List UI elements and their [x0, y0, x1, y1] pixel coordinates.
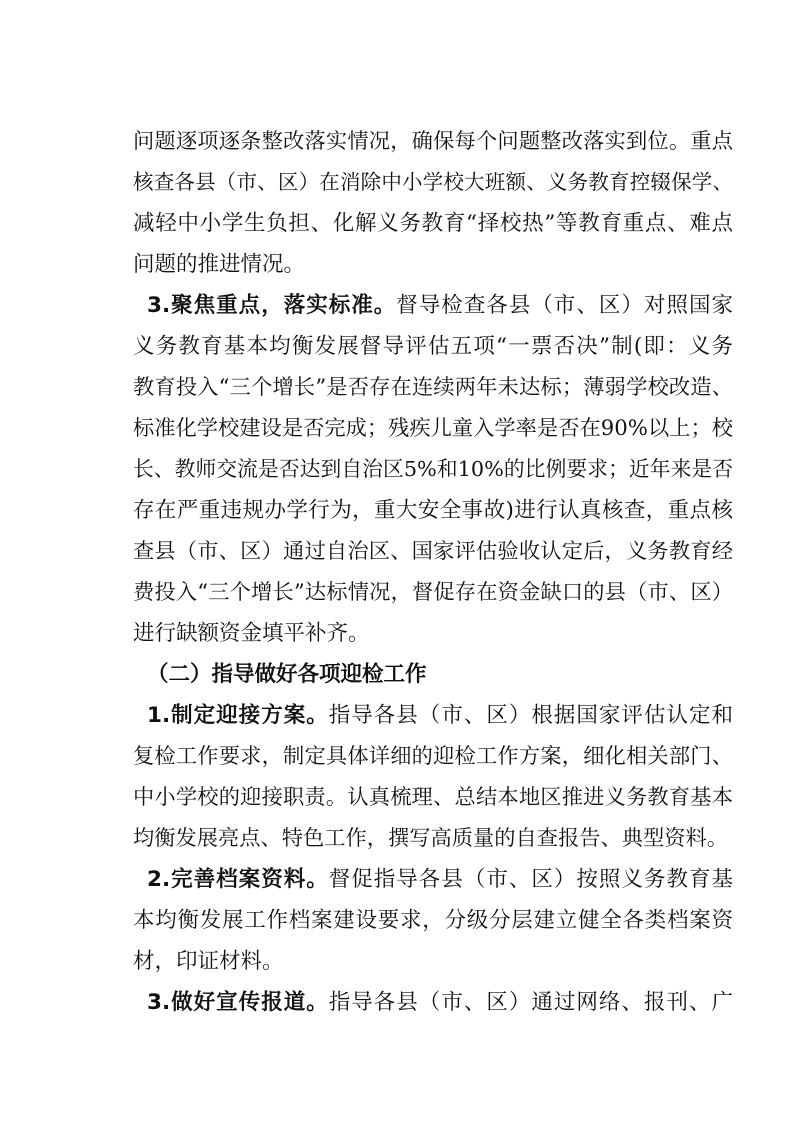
text-line — [133, 285, 733, 326]
text-line — [133, 941, 733, 982]
line-text: 查县（市、区）通过自治区、国家评估验收认定后，义务教育经 — [133, 539, 733, 564]
line-text: 材，印证材料。 — [133, 949, 284, 974]
line-text: 复检工作要求，制定具体详细的迎检工作方案，细化相关部门、 — [133, 744, 733, 769]
line-text: 指导各县（市、区）根据国家评估认定和 — [328, 703, 733, 728]
section-heading — [133, 654, 733, 695]
paragraph-lead-heading: 2.完善档案资料。 — [147, 867, 329, 892]
line-text: 进行缺额资金填平补齐。 — [133, 621, 370, 646]
line-text: 问题的推进情况。 — [133, 252, 306, 277]
line-text: 均衡发展亮点、特色工作，撰写高质量的自查报告、典型资料。 — [133, 826, 729, 851]
paragraph-lead-heading: 3.做好宣传报道。 — [147, 990, 329, 1015]
line-text: 核查各县（市、区）在消除中小学校大班额、义务教育控辍保学、 — [133, 170, 733, 194]
line-text: 教育投入“三个增长”是否存在连续两年未达标；薄弱学校改造、 — [133, 375, 733, 400]
text-line — [133, 326, 733, 367]
text-line — [133, 121, 733, 162]
text-line — [133, 777, 733, 818]
document-body — [133, 121, 733, 1023]
line-text: 标准化学校建设是否完成；残疾儿童入学率是否在90%以上；校 — [133, 416, 733, 441]
text-line — [133, 367, 733, 408]
paragraph-lead-heading: 3.聚焦重点，落实标准。 — [147, 293, 397, 318]
text-line — [133, 408, 733, 449]
line-text: 督导检查各县（市、区）对照国家 — [396, 293, 733, 318]
text-line — [133, 695, 733, 736]
text-line — [133, 490, 733, 531]
text-line — [133, 982, 733, 1023]
line-text: 义务教育基本均衡发展督导评估五项“一票否决”制(即：义务 — [133, 334, 733, 359]
line-text: 指导各县（市、区）通过网络、报刊、广 — [328, 990, 733, 1015]
paragraph-lead-heading: （二）指导做好各项迎检工作 — [147, 662, 427, 687]
line-text: 督促指导各县（市、区）按照义务教育基 — [328, 867, 733, 892]
text-line — [133, 449, 733, 490]
line-text: 费投入“三个增长”达标情况，督促存在资金缺口的县（市、区） — [133, 580, 733, 605]
text-line — [133, 162, 733, 203]
text-line — [133, 572, 733, 613]
text-line — [133, 736, 733, 777]
text-line — [133, 818, 733, 859]
text-line — [133, 244, 733, 285]
text-line — [133, 859, 733, 900]
text-line — [133, 900, 733, 941]
line-text: 问题逐项逐条整改落实情况，确保每个问题整改落实到位。重点 — [133, 129, 733, 154]
line-text: 减轻中小学生负担、化解义务教育“择校热”等教育重点、难点 — [133, 211, 733, 236]
paragraph-lead-heading: 1.制定迎接方案。 — [147, 703, 329, 728]
line-text: 长、教师交流是否达到自治区5%和10%的比例要求；近年来是否 — [133, 457, 733, 481]
text-line — [133, 613, 733, 654]
line-text: 中小学校的迎接职责。认真梳理、总结本地区推进义务教育基本 — [133, 785, 733, 810]
text-line — [133, 531, 733, 572]
line-text: 本均衡发展工作档案建设要求，分级分层建立健全各类档案资 — [133, 908, 733, 933]
line-text: 存在严重违规办学行为，重大安全事故)进行认真核查，重点核 — [133, 498, 733, 523]
text-line — [133, 203, 733, 244]
